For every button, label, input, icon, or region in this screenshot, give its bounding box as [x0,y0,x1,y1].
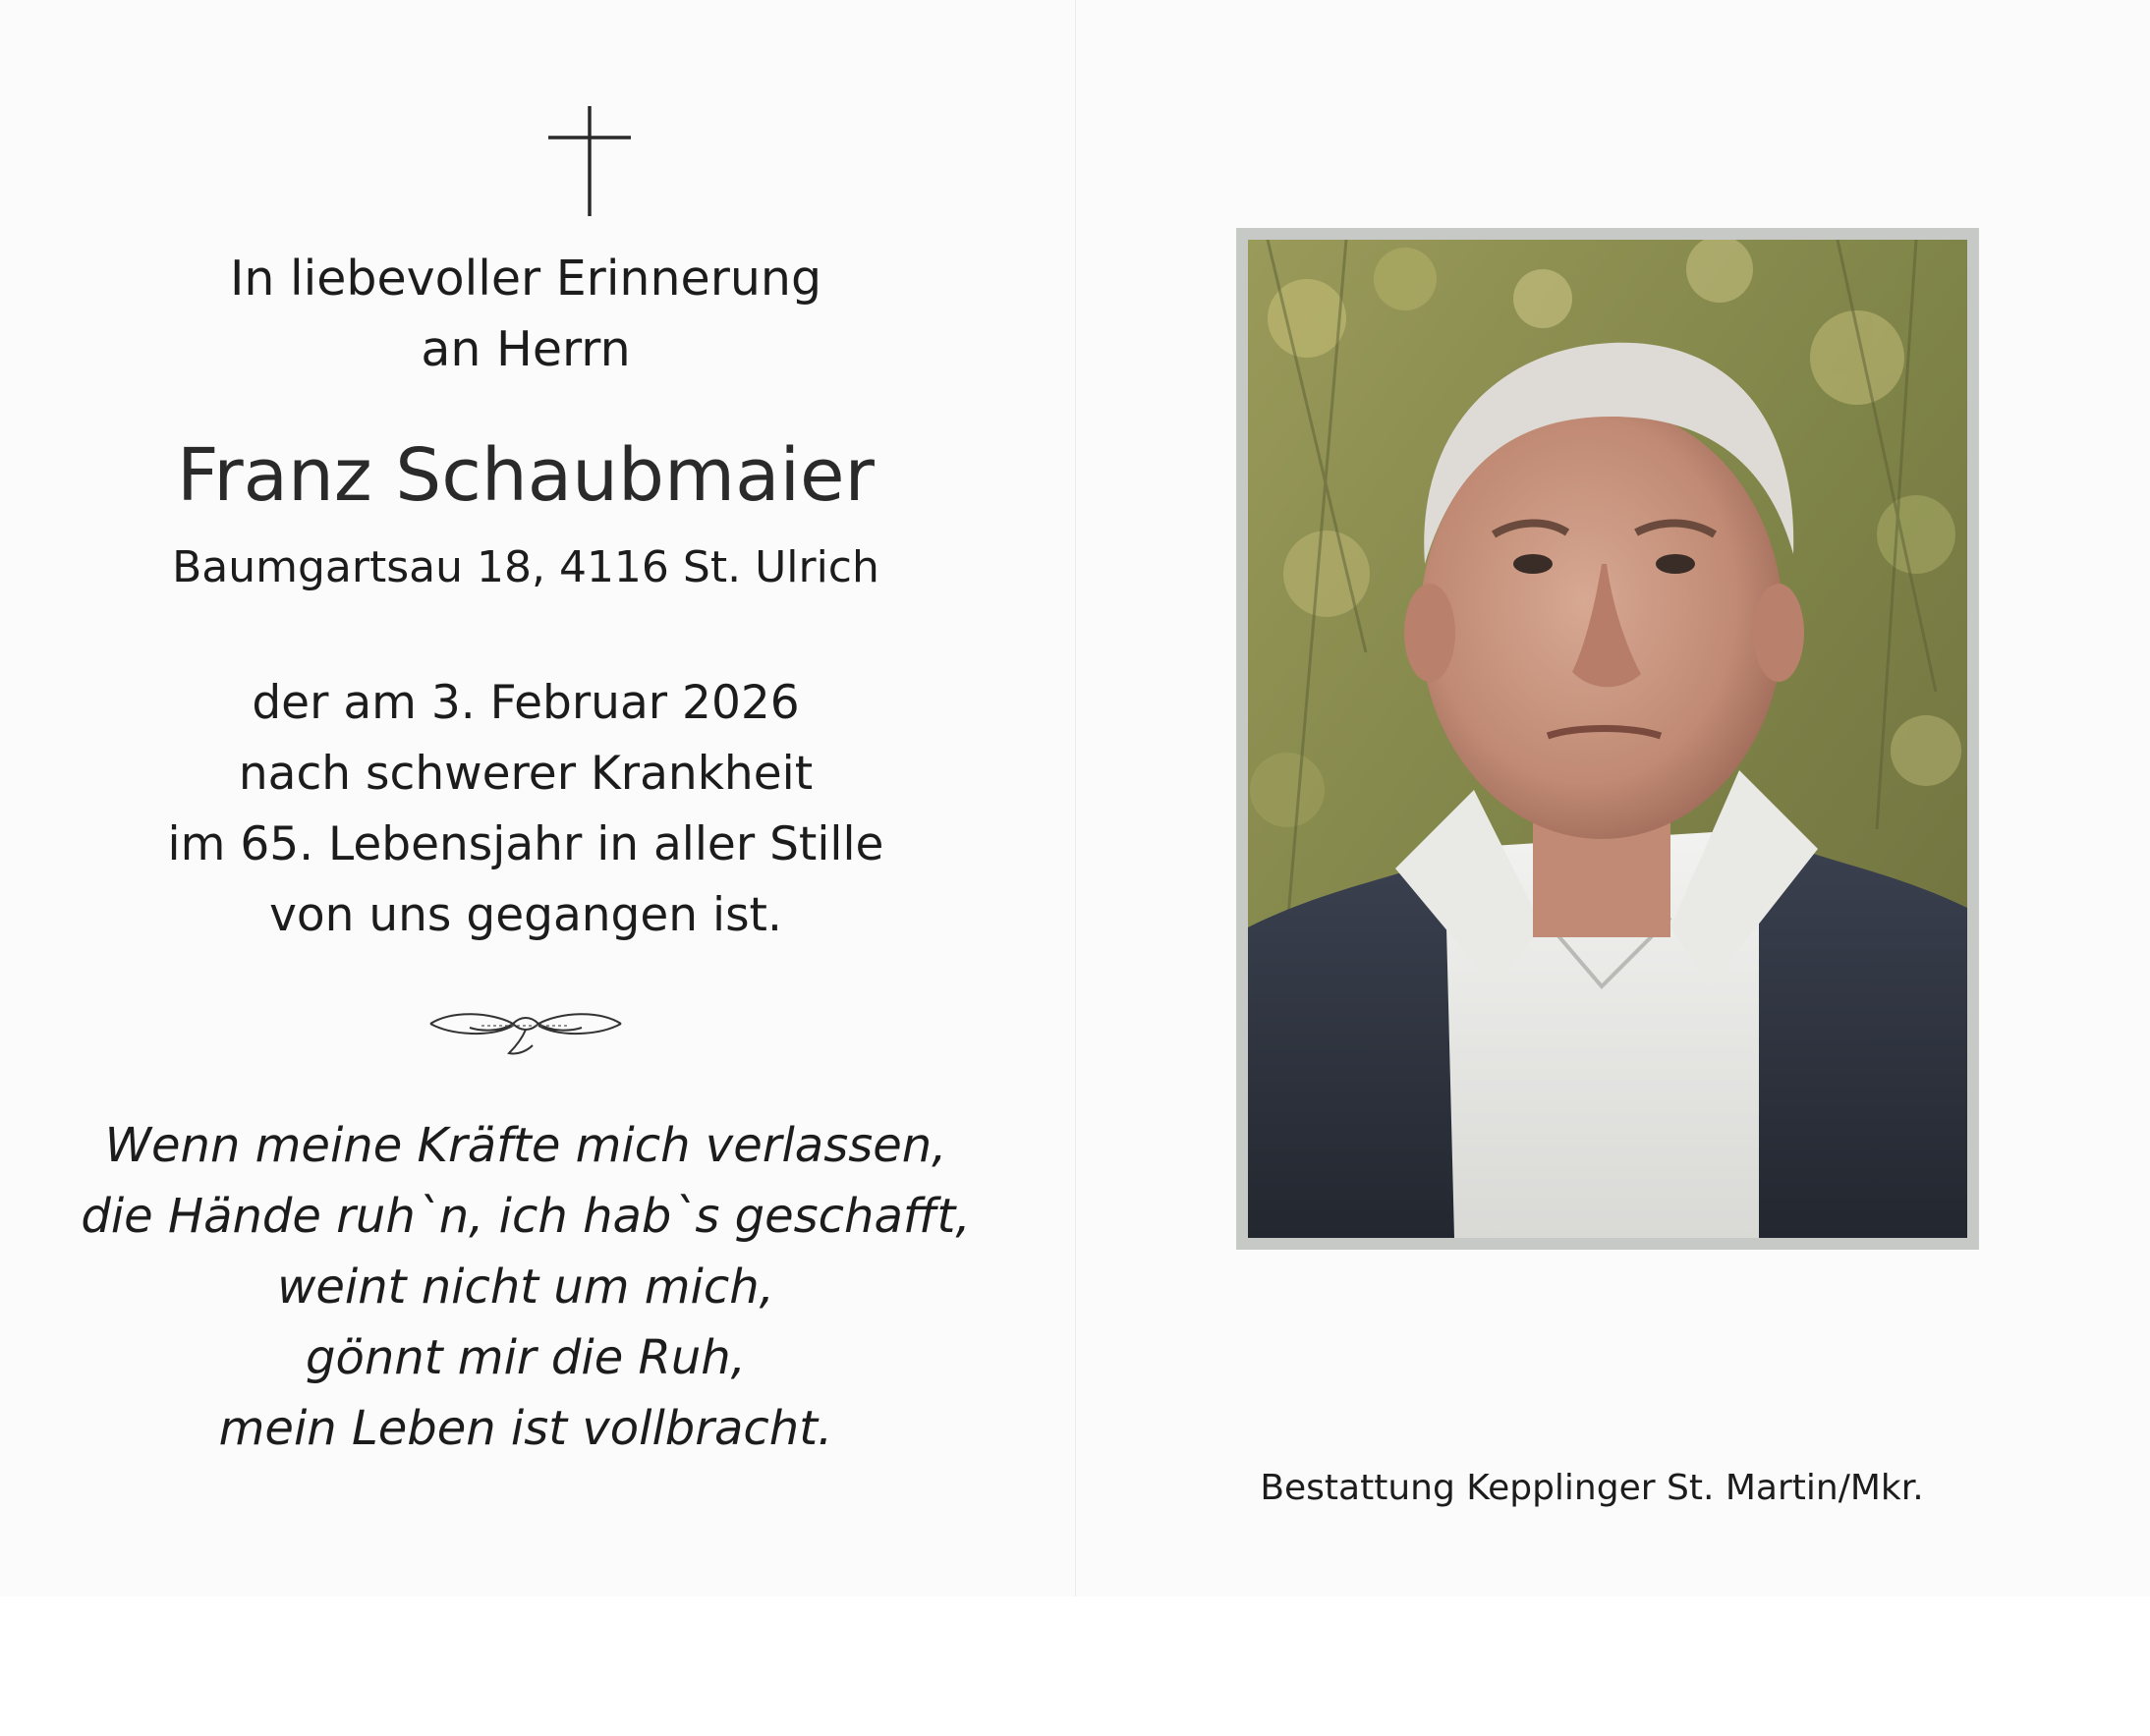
card-fold [1075,0,1076,1596]
cross-icon [545,106,634,216]
ornament-icon [423,1002,629,1061]
death-notice [59,668,992,951]
death-notice-line-4: von uns gegangen ist. [269,888,782,942]
poem-line-2: die Hände ruh`n, ich hab`s geschafft, [81,1189,971,1244]
intro-text [59,244,992,385]
death-notice-line-3: im 65. Lebensjahr in aller Stille [167,817,884,871]
portrait-illustration [1248,240,1967,1238]
death-notice-line-2: nach schwerer Krankheit [238,747,814,801]
deceased-address: Baumgartsau 18, 4116 St. Ulrich [172,542,879,592]
poem-line-3: weint nicht um mich, [277,1260,774,1315]
deceased-name: Franz Schaubmaier [177,433,875,518]
intro-line-1: In liebevoller Erinnerung [229,251,822,307]
portrait-photo [1248,240,1967,1238]
poem-line-4: gönnt mir die Ruh, [306,1330,746,1385]
poem-line-5: mein Leben ist vollbracht. [218,1401,833,1456]
card-text-side [59,0,992,1596]
portrait-frame [1236,228,1979,1250]
funeral-home: Bestattung Kepplinger St. Martin/Mkr. [1260,1468,1924,1508]
poem-line-1: Wenn meine Kräfte mich verlassen, [104,1118,947,1173]
poem [59,1110,992,1464]
death-notice-line-1: der am 3. Februar 2026 [252,676,800,730]
intro-line-2: an Herrn [421,321,631,377]
